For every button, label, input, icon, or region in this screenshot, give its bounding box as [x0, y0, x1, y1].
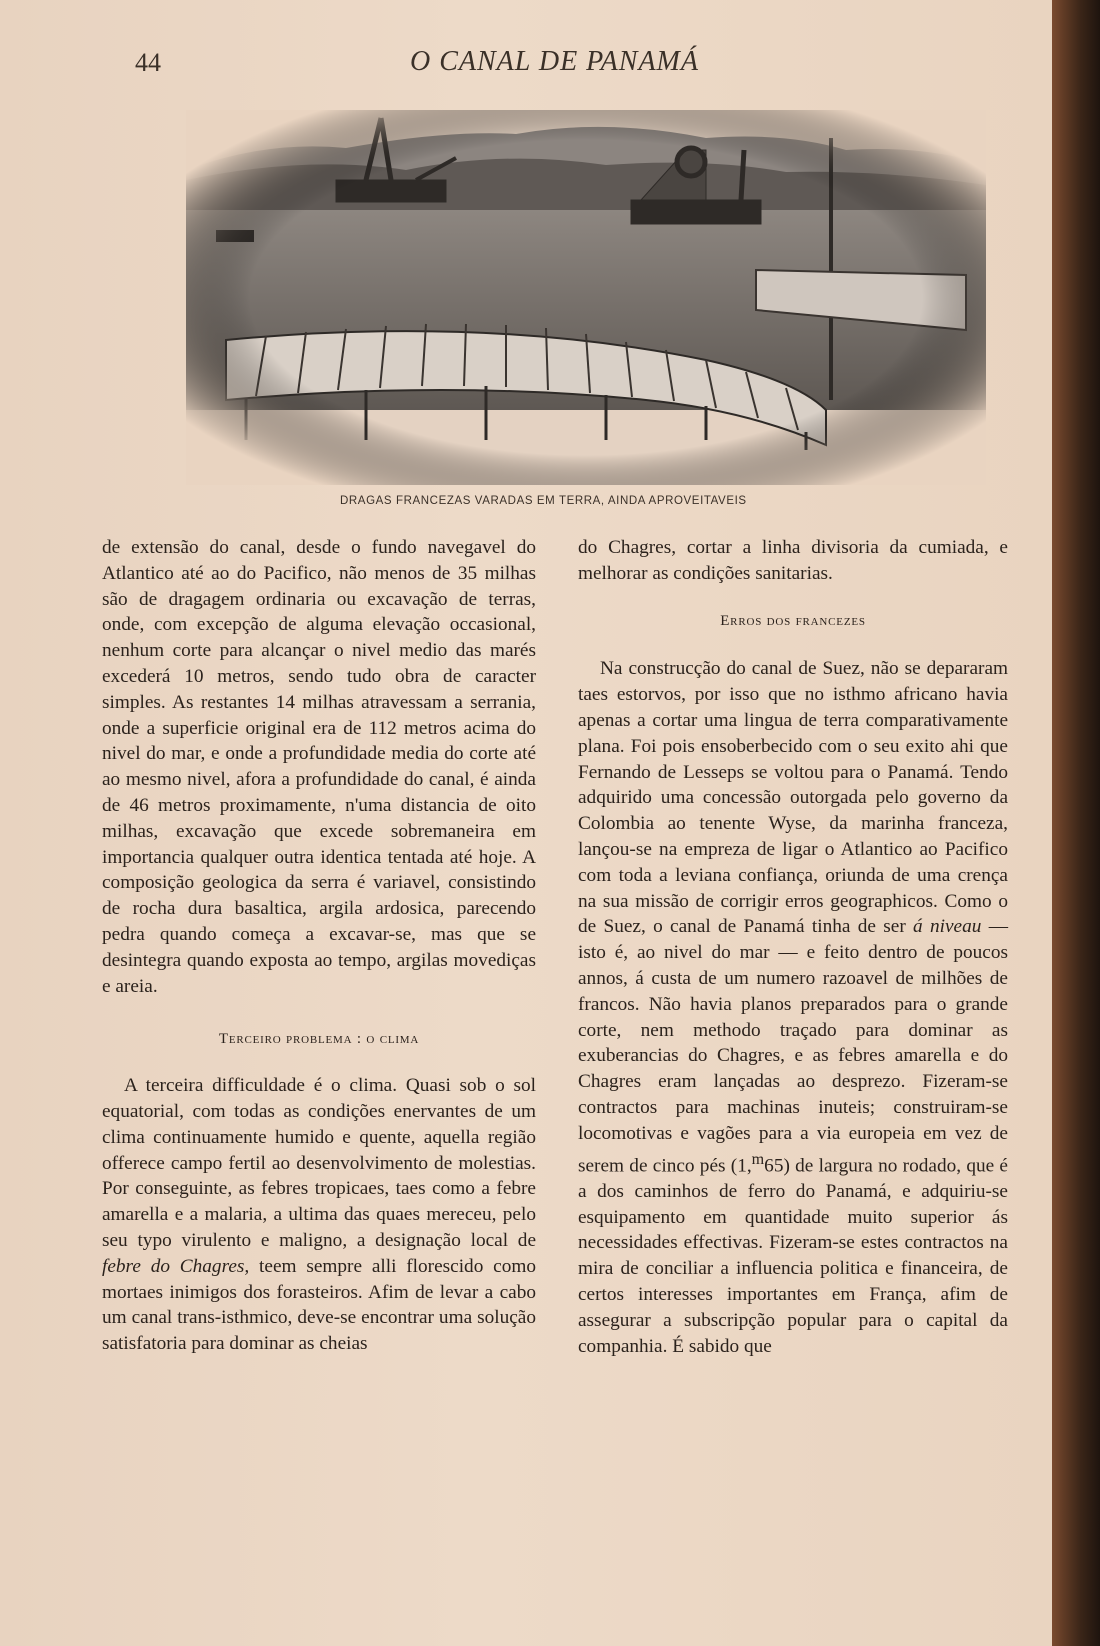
right-paragraph-1: do Chagres, cortar a linha divisoria da cumiada, e melhorar as condições sanitarias. — [578, 537, 1008, 584]
italic-run: febre do Chagres, — [102, 1255, 250, 1277]
illustration-drawing — [186, 110, 986, 485]
running-title: O CANAL DE PANAMÁ — [410, 46, 699, 77]
right-paragraph-2 — [578, 656, 1008, 1359]
italic-run: á niveau — [913, 916, 982, 938]
text-run: — isto é, ao nivel do mar — e feito dentro de poucos annos, á custa de um numero razoavel de milhões de francos. Não havia planos preparados para o grande corte, nem methodo traçado para dominar as exuberancias do Chagres, e as febres amarella e do Chagres eram lançadas ao desprezo. Fizeram-se contractos para machinas inuteis; construiram-se locomotivas e vagões para a via europeia em vez de serem de cinco pés (1, — [578, 916, 1008, 1176]
page-number: 44 — [135, 48, 161, 77]
left-column — [102, 535, 536, 1357]
left-paragraph-2 — [102, 1073, 536, 1357]
section-heading-erros: Erros dos francezes — [720, 612, 866, 629]
section-heading-clima: Terceiro problema : o clima — [218, 1031, 420, 1048]
text-run: teem sempre alli florescido como mortaes inimigos dos forasteiros. Afim de levar a cabo um canal trans-isthmico, deve-se encontrar uma solução satisfatoria para dominar as cheias — [102, 1255, 536, 1355]
page-edge-binding — [1052, 0, 1100, 1646]
right-column — [578, 535, 1008, 1359]
figure-caption: DRAGAS FRANCEZAS VARADAS EM TERRA, AINDA APROVEITAVEIS — [340, 495, 747, 507]
dredges-illustration — [186, 110, 986, 485]
text-run: 65) de largura no rodado, que é a dos caminhos de ferro do Panamá, e adquiriu-se esquipamento em quantidade muito superior ás necessidades effectivas. Fizeram-se estes contractos na mira de conciliar a influencia politica e financeira, de certos interesses importantes em França, afim de assegurar a subscripção popular para o capital da companhia. É sabido que — [578, 1154, 1008, 1357]
text-run: A terceira difficuldade é o clima. Quasi sob o sol equatorial, com todas as condições enervantes de um clima continuamente humido e quente, aquella região offerece campo fertil ao desenvolvimento de molestias. Por conseguinte, as febres tropicaes, taes como a febre amarella e a malaria, a ultima das quaes mereceu, pelo seu typo virulento e maligno, a designação local de — [102, 1075, 536, 1251]
superscript-run: m — [751, 1150, 765, 1168]
text-run: Na construcção do canal de Suez, não se depararam taes estorvos, por isso que no isthmo africano havia apenas a cortar uma lingua de terra comparativamente plana. Foi pois ensoberbecido com o seu exito ahi que Fernando de Lesseps se voltou para o Panamá. Tendo adquirido uma concessão outorgada pelo governo da Colombia ao tenente Wyse, da marinha franceza, lançou-se na empreza de ligar o Atlantico ao Pacifico com toda a leviana confiança, oriunda de uma crença na sua missão de corrigir erros geographicos. Como o de Suez, o canal de Panamá tinha de ser — [578, 658, 1008, 938]
left-paragraph-1: de extensão do canal, desde o fundo navegavel do Atlantico até ao do Pacifico, não menos de 35 milhas são de dragagem ordinaria ou excavação de terras, onde, com excepção de alguma elevação occasional, nenhum corte para alcançar o nivel medio das marés excederá 10 metros, sendo tudo obra de caracter simples. As restantes 14 milhas atravessam a serrania, onde a superficie original era de 112 metros acima do nivel do mar, e onde a profundidade media do corte até ao mesmo nivel, afora a profundidade do canal, é ainda de 46 metros proximamente, n'uma distancia de oito milhas, excavação que excede sobremaneira em importancia qualquer outra identica tentada até hoje. A composição geologica da serra é variavel, consistindo de rocha dura basaltica, argila ardosica, parecendo pedra quando começa a excavar-se, mas que se desintegra quando exposta ao tempo, argilas movediças e areia. — [102, 537, 536, 997]
